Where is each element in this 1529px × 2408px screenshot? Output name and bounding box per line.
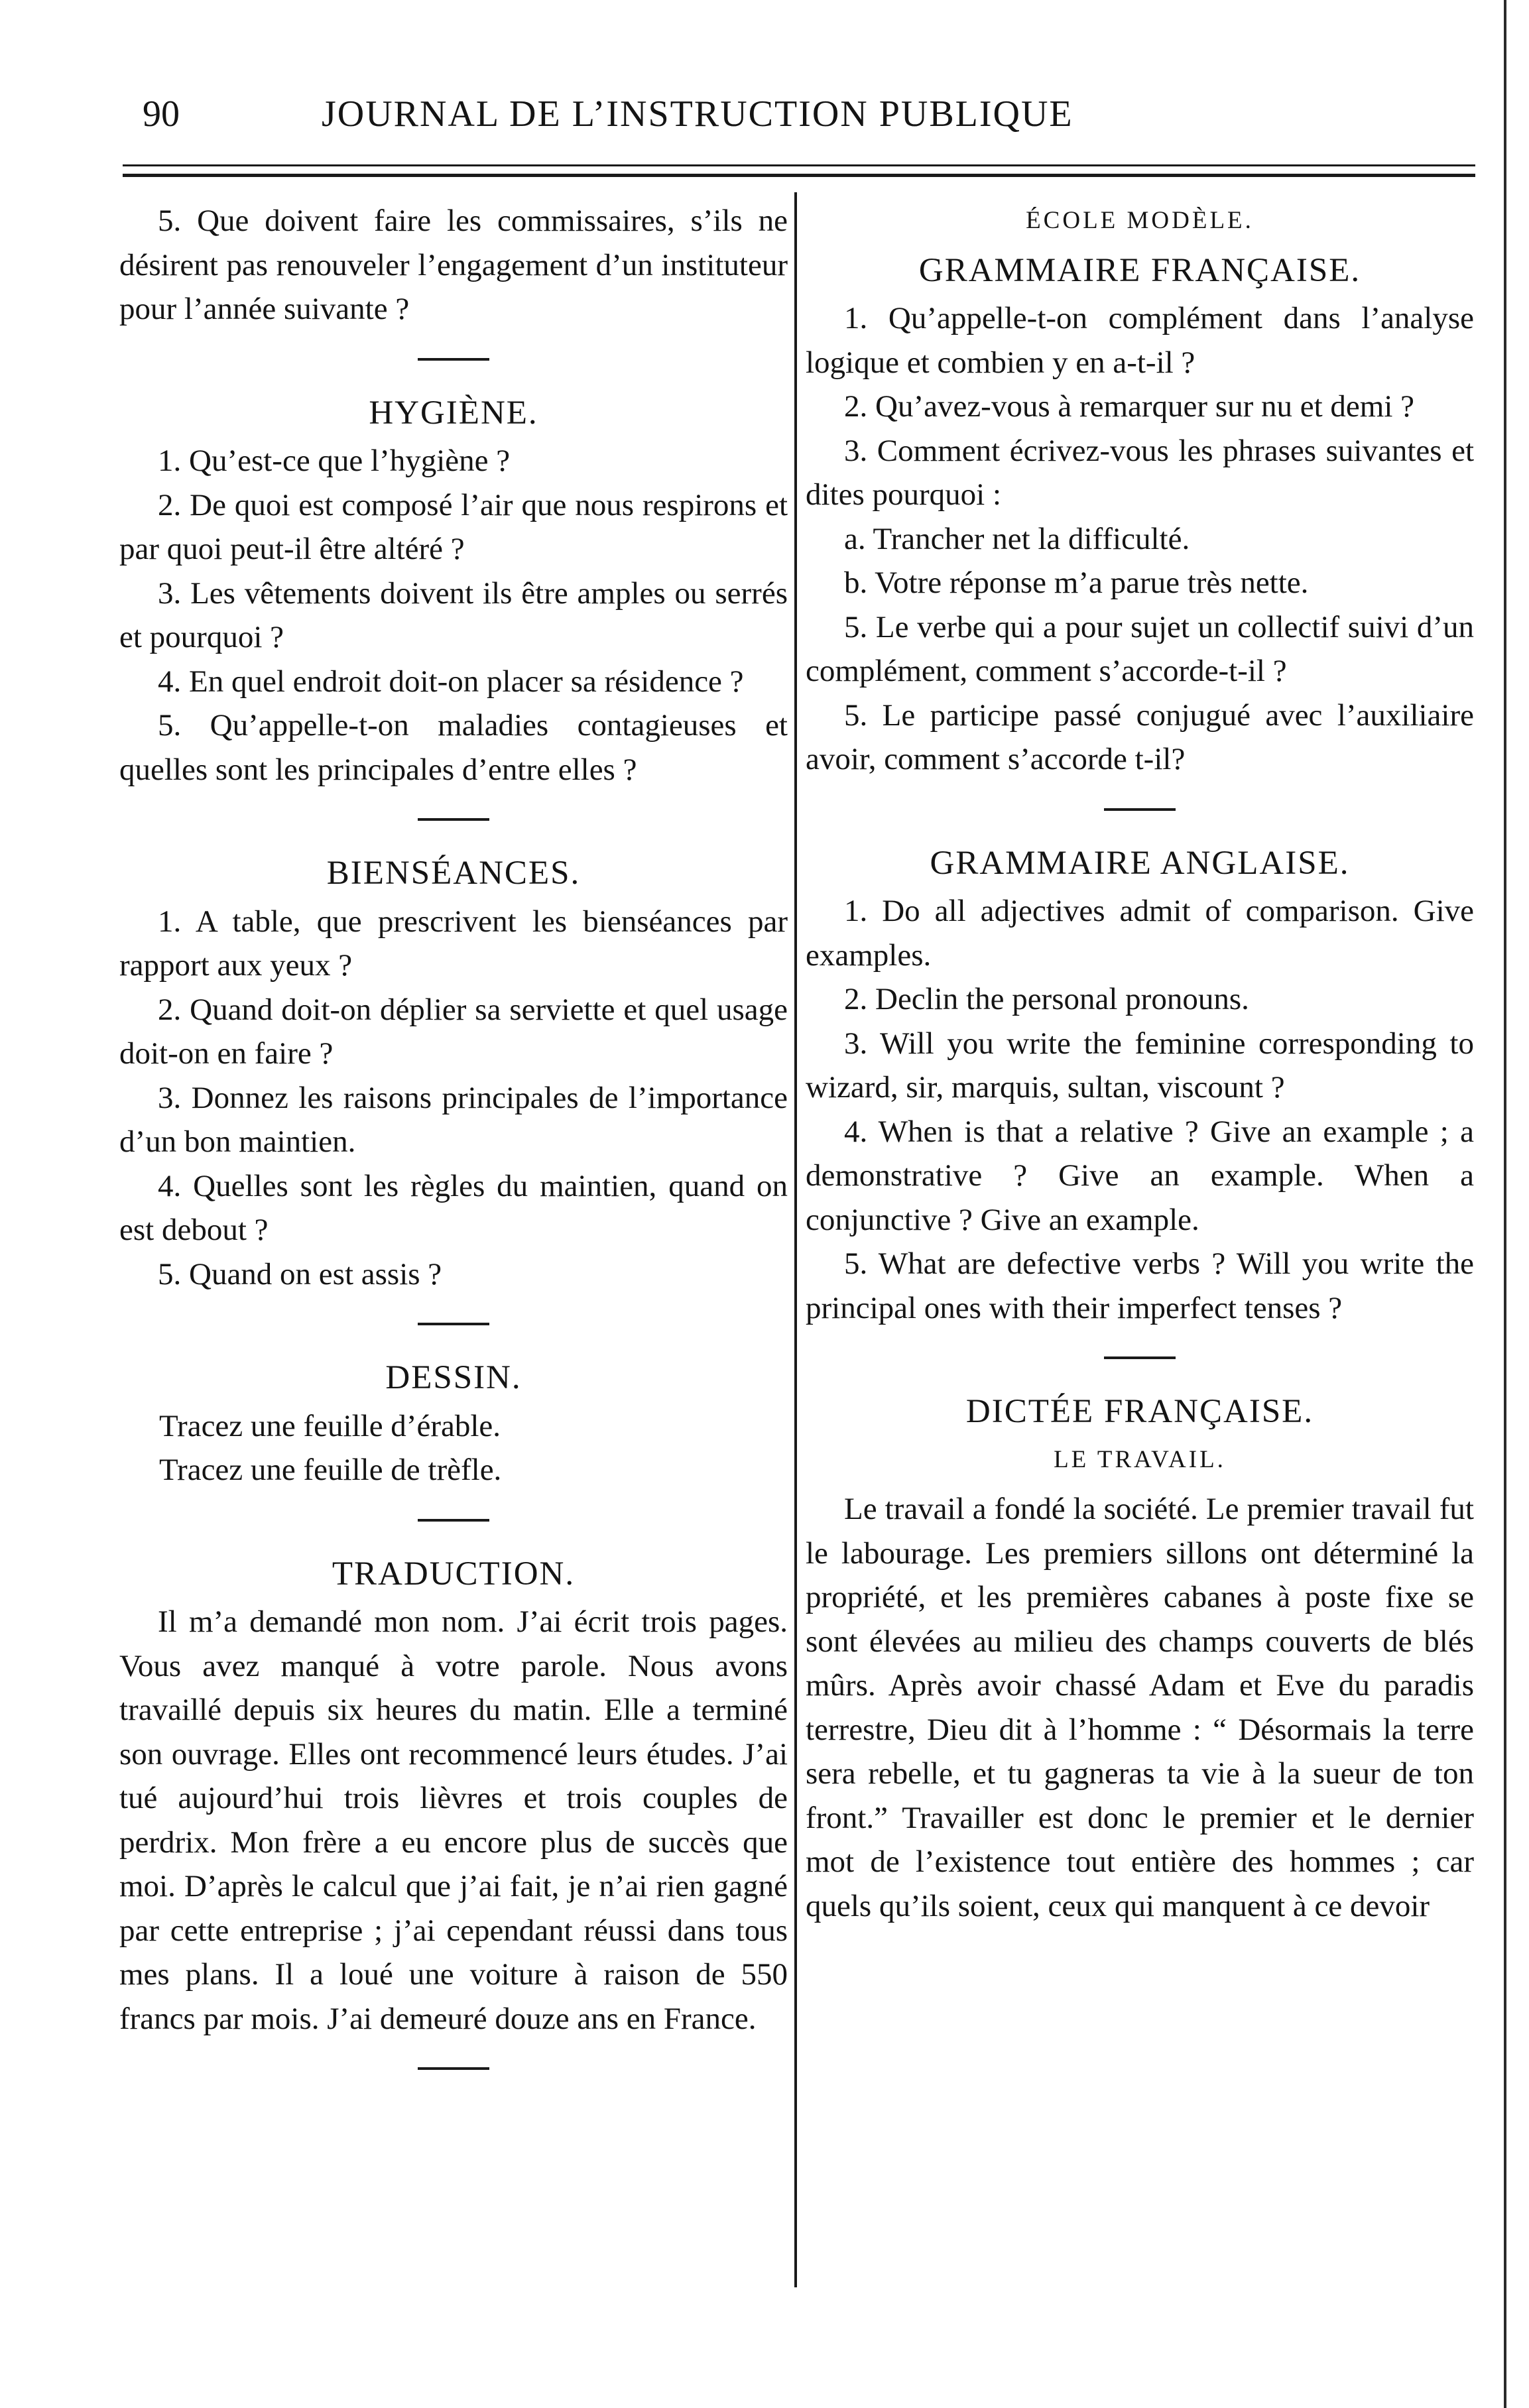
bienseances-question-5: 5. Quand on est assis ? (158, 1256, 442, 1292)
hygiene-question-3: 3. Les vêtements doivent ils être amples ou serrés et pourquoi ? (119, 575, 788, 654)
running-header (123, 93, 1475, 146)
commissaires-question: 5. Que doivent faire les commissaires, s’ils ne désirent pas renouveler l’engagement d’un instituteur pour l’année suivante ? (119, 204, 788, 326)
right-column (806, 199, 1474, 1928)
bienseances-question-4: 4. Quelles sont les règles du maintien, quand on est debout ? (119, 1168, 788, 1247)
section-separator (1104, 1356, 1176, 1359)
dessin-line-1: Tracez une feuille d’érable. (159, 1408, 501, 1443)
left-column (119, 199, 788, 2100)
gf-question-2: 2. Qu’avez-vous à remarquer sur nu et demi ? (844, 389, 1415, 424)
bienseances-question-2: 2. Quand doit-on déplier sa serviette et quel usage doit-on en faire ? (119, 992, 788, 1071)
header-rule-thin (123, 164, 1475, 166)
page-number: 90 (143, 93, 180, 135)
dictee-subtitle: LE TRAVAIL. (1054, 1445, 1226, 1473)
section-separator (418, 818, 489, 821)
grammaire-anglaise-heading: GRAMMAIRE ANGLAISE. (930, 844, 1350, 882)
journal-title: JOURNAL DE L’INSTRUCTION PUBLIQUE (322, 93, 1073, 135)
gf-question-1: 1. Qu’appelle-t-on complément dans l’analyse logique et combien y en a-t-il ? (806, 301, 1474, 380)
dessin-heading: DESSIN. (385, 1359, 522, 1396)
section-separator (418, 358, 489, 361)
section-separator (418, 1519, 489, 1522)
traduction-text: Il m’a demandé mon nom. J’ai écrit trois pages. Vous avez manqué à votre parole. Nous avons travaillé depuis six heures du matin. Elle a terminé son ouvrage. Elles ont recommencé leurs études. J’ai tué aujourd’hui trois lièvres et trois couples de perdrix. Mon frère a eu encore plus de succès que moi. D’après le calcul que j’ai fait, je n’ai rien gagné par cette entreprise ; j’ai cependant réussi dans tous mes plans. Il a loué une voiture à raison de 550 francs par mois. J’ai demeuré douze ans en France. (119, 1604, 788, 2036)
ga-question-3: 3. Will you write the feminine corresponding to wizard, sir, marquis, sultan, viscount ? (806, 1026, 1474, 1105)
traduction-heading: TRADUCTION. (332, 1555, 576, 1593)
school-label: ÉCOLE MODÈLE. (1026, 207, 1254, 234)
section-separator (1104, 808, 1176, 811)
ga-question-1: 1. Do all adjectives admit of comparison. Give examples. (806, 894, 1474, 973)
hygiene-question-4: 4. En quel endroit doit-on placer sa résidence ? (158, 664, 744, 699)
hygiene-heading: HYGIÈNE. (369, 394, 538, 432)
gf-item-b: b. Votre réponse m’a parue très nette. (844, 566, 1309, 600)
ga-question-5: 5. What are defective verbs ? Will you write the principal ones with their imperfect tenses ? (806, 1246, 1474, 1325)
column-divider (794, 192, 797, 2287)
ga-question-2: 2. Declin the personal pronouns. (844, 982, 1249, 1016)
grammaire-francaise-heading: GRAMMAIRE FRANÇAISE. (918, 251, 1361, 289)
gf-item-a: a. Trancher net la difficulté. (844, 521, 1190, 556)
bienseances-question-3: 3. Donnez les raisons principales de l’importance d’un bon maintien. (119, 1080, 788, 1159)
dictee-heading: DICTÉE FRANÇAISE. (965, 1393, 1314, 1430)
hygiene-question-5: 5. Qu’appelle-t-on maladies contagieuses et quelles sont les principales d’entre elles ? (119, 708, 788, 787)
dictee-text: Le travail a fondé la société. Le premier travail fut le labourage. Les premiers sillons ont déterminé la propriété, et les premières cabanes à poste fixe se sont élevées au milieu des champs couverts de blés mûrs. Après avoir chassé Adam et Eve du paradis terrestre, Dieu dit à l’homme : “ Désormais la terre sera rebelle, et tu gagneras ta vie à la sueur de ton front.” Travailler est donc le premier et le dernier mot de l’existence tout entière des hommes ; car quels qu’ils soient, ceux qui manquent à ce devoir (806, 1492, 1474, 1923)
hygiene-question-1: 1. Qu’est-ce que l’hygiène ? (158, 444, 511, 478)
section-separator (418, 1323, 489, 1325)
gf-question-collectif: 5. Le verbe qui a pour sujet un collectif suivi d’un complément, comment s’accorde-t-il ? (806, 609, 1474, 688)
ga-question-4: 4. When is that a relative ? Give an example ; a demonstrative ? Give an example. When a conjunctive ? Give an example. (806, 1114, 1474, 1237)
dessin-line-2: Tracez une feuille de trèfle. (159, 1453, 502, 1487)
header-rule-thick (123, 174, 1475, 177)
bienseances-question-1: 1. A table, que prescrivent les bienséances par rapport aux yeux ? (119, 904, 788, 983)
gf-question-participe: 5. Le participe passé conjugué avec l’auxiliaire avoir, comment s’accorde t-il? (806, 697, 1474, 776)
hygiene-question-2: 2. De quoi est composé l’air que nous respirons et par quoi peut-il être altéré ? (119, 487, 788, 566)
section-separator (418, 2067, 489, 2070)
page-edge-line (1504, 0, 1506, 2408)
gf-question-3: 3. Comment écrivez-vous les phrases suivantes et dites pourquoi : (806, 433, 1474, 512)
bienseances-heading: BIENSÉANCES. (326, 855, 581, 892)
